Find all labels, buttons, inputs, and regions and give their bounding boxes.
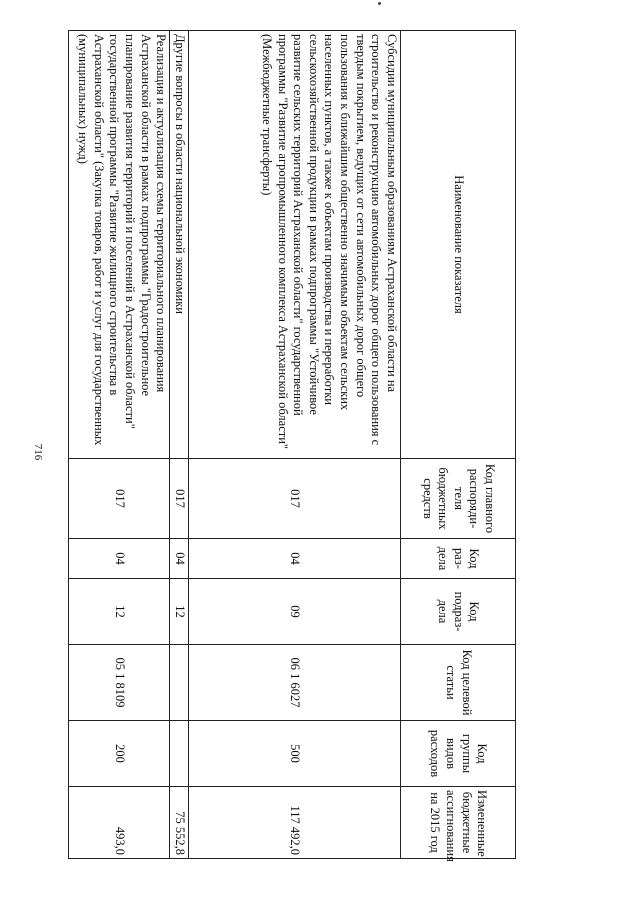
table-header-row <box>401 31 516 859</box>
row-expense-group-code <box>170 721 189 787</box>
row-section-code: 04 <box>170 539 189 579</box>
header-amount: Измененные бюджетные ассигнования на 2015 год <box>401 787 516 859</box>
row-subsection-code: 09 <box>189 579 401 645</box>
row-expense-group-code: 200 <box>69 721 170 787</box>
header-main-manager-code: Код главного распоряди-теля бюджетных средств <box>401 459 516 539</box>
row-main-manager-code: 017 <box>69 459 170 539</box>
table-row <box>69 31 170 859</box>
row-amount: 75 552,8 <box>170 787 189 859</box>
row-amount: 117 492,0 <box>189 787 401 859</box>
row-name: Реализация и актуализация схемы территориального планирования Астраханской области в рамках подпрограммы "Градостроительное планирование развития территорий и поселений в Астраханской области" государственной программы "Развитие жилищного строительства в Астраханской области" (Закупка товаров, работ и услуг для государственных (муниципальных) нужд) <box>69 31 170 459</box>
row-main-manager-code: 017 <box>170 459 189 539</box>
table-row <box>170 31 189 859</box>
row-subsection-code: 12 <box>170 579 189 645</box>
row-amount: 493,0 <box>69 787 170 859</box>
table-row <box>189 31 401 859</box>
header-section-code: Код раз-дела <box>401 539 516 579</box>
row-target-code: 06 1 6027 <box>189 645 401 721</box>
row-main-manager-code: 017 <box>189 459 401 539</box>
header-expense-group-code: Код группы видов расходов <box>401 721 516 787</box>
header-name: Наименование показателя <box>401 31 516 459</box>
row-section-code: 04 <box>189 539 401 579</box>
row-name: Субсидии муниципальным образованиям Астраханской области на строительство и реконструкцию автомобильных дорог общего пользования с твердым покрытием, ведущих от сети автомобильных дорог общего пользования к ближайшим общественно значимым объектам сельских населенных пунктов, а также к объектам производства и переработки сельскохозяйственной продукции в рамках подпрограммы "Устойчивое развитие сельских территорий Астраханской области" государственной программы "Развитие агропромышленного комплекса Астраханской области" (Межбюджетные трансферты) <box>189 31 401 459</box>
page-number: 716 <box>32 443 44 461</box>
row-subsection-code: 12 <box>69 579 170 645</box>
row-section-code: 04 <box>69 539 170 579</box>
row-expense-group-code: 500 <box>189 721 401 787</box>
header-subsection-code: Код подраз-дела <box>401 579 516 645</box>
row-target-code <box>170 645 189 721</box>
row-name: Другие вопросы в области национальной экономики <box>170 31 189 459</box>
scan-artifact-dot <box>378 2 381 5</box>
budget-table <box>68 30 516 862</box>
budget-table-container <box>70 30 516 862</box>
row-target-code: 05 1 8109 <box>69 645 170 721</box>
header-target-code: Код целевой статьи <box>401 645 516 721</box>
